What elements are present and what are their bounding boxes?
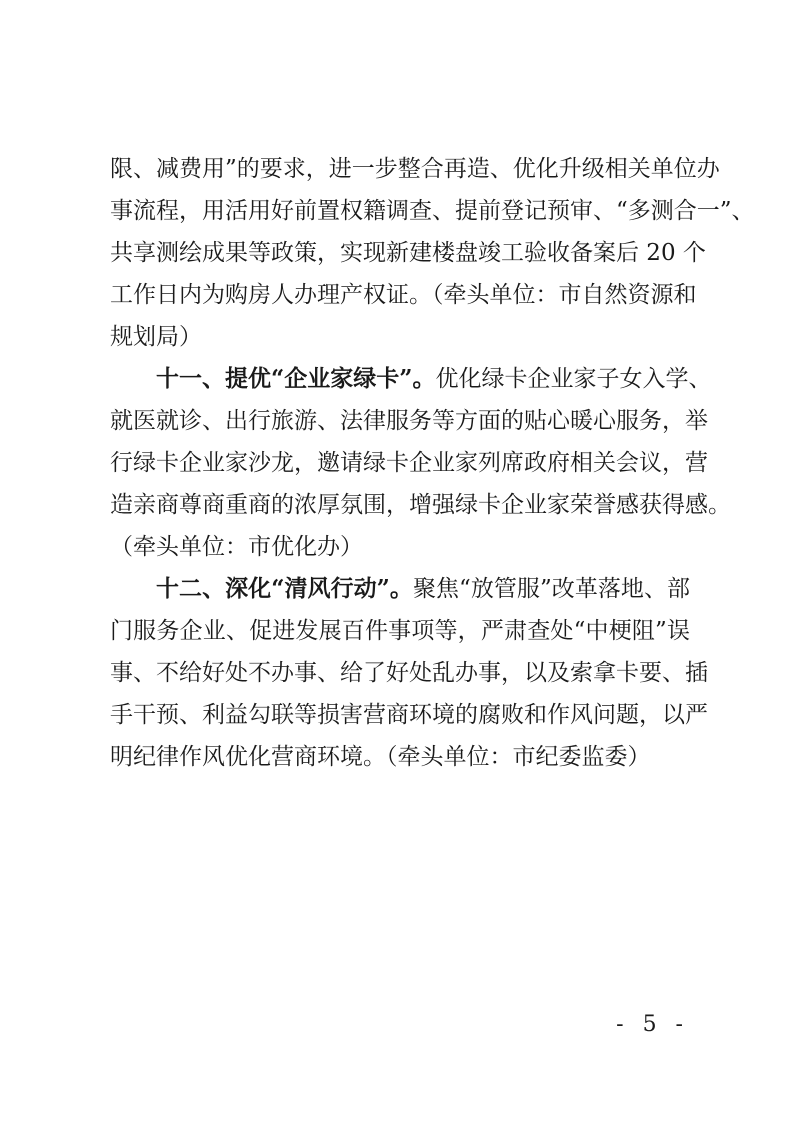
paragraph-line: 限、减费用”的要求，进一步整合再造、优化升级相关单位办 (110, 156, 720, 182)
section-heading: 十一、提优“企业家绿卡”。 (156, 365, 436, 392)
section-first-line (156, 361, 712, 397)
paragraph-line: 共享测绘成果等政策，实现新建楼盘竣工验收备案后 20 个 (110, 240, 706, 266)
section-heading: 十二、深化“清风行动”。 (156, 575, 413, 602)
section-text: 优化绿卡企业家子女入学、 (435, 366, 712, 392)
paragraph-line: 就医就诊、出行旅游、法律服务等方面的贴心暖心服务，举 (110, 408, 708, 434)
paragraph-line: 事、不给好处不办事、给了好处乱办事，以及索拿卡要、插 (110, 660, 708, 686)
paragraph-line: 手干预、利益勾联等损害营商环境的腐败和作风问题，以严 (110, 702, 708, 728)
paragraph-line: 规划局） (110, 324, 202, 350)
page-number: - 5 - (616, 1012, 689, 1037)
section-first-line (156, 571, 690, 607)
paragraph-line: 造亲商尊商重商的浓厚氛围，增强绿卡企业家荣誉感获得感。 (110, 492, 731, 518)
paragraph-line: （牵头单位：市优化办） (110, 534, 363, 560)
paragraph-line: 事流程，用活用好前置权籍调查、提前登记预审、“多测合一”、 (110, 198, 755, 224)
paragraph-line: 门服务企业、促进发展百件事项等，严肃查处“中梗阻”误 (110, 618, 690, 644)
paragraph-line: 明纪律作风优化营商环境。（牵头单位：市纪委监委） (110, 744, 651, 770)
paragraph-line: 工作日内为购房人办理产权证。（牵头单位：市自然资源和 (110, 282, 697, 308)
paragraph-line: 行绿卡企业家沙龙，邀请绿卡企业家列席政府相关会议，营 (110, 450, 708, 476)
section-text: 聚焦“放管服”改革落地、部 (412, 576, 690, 602)
